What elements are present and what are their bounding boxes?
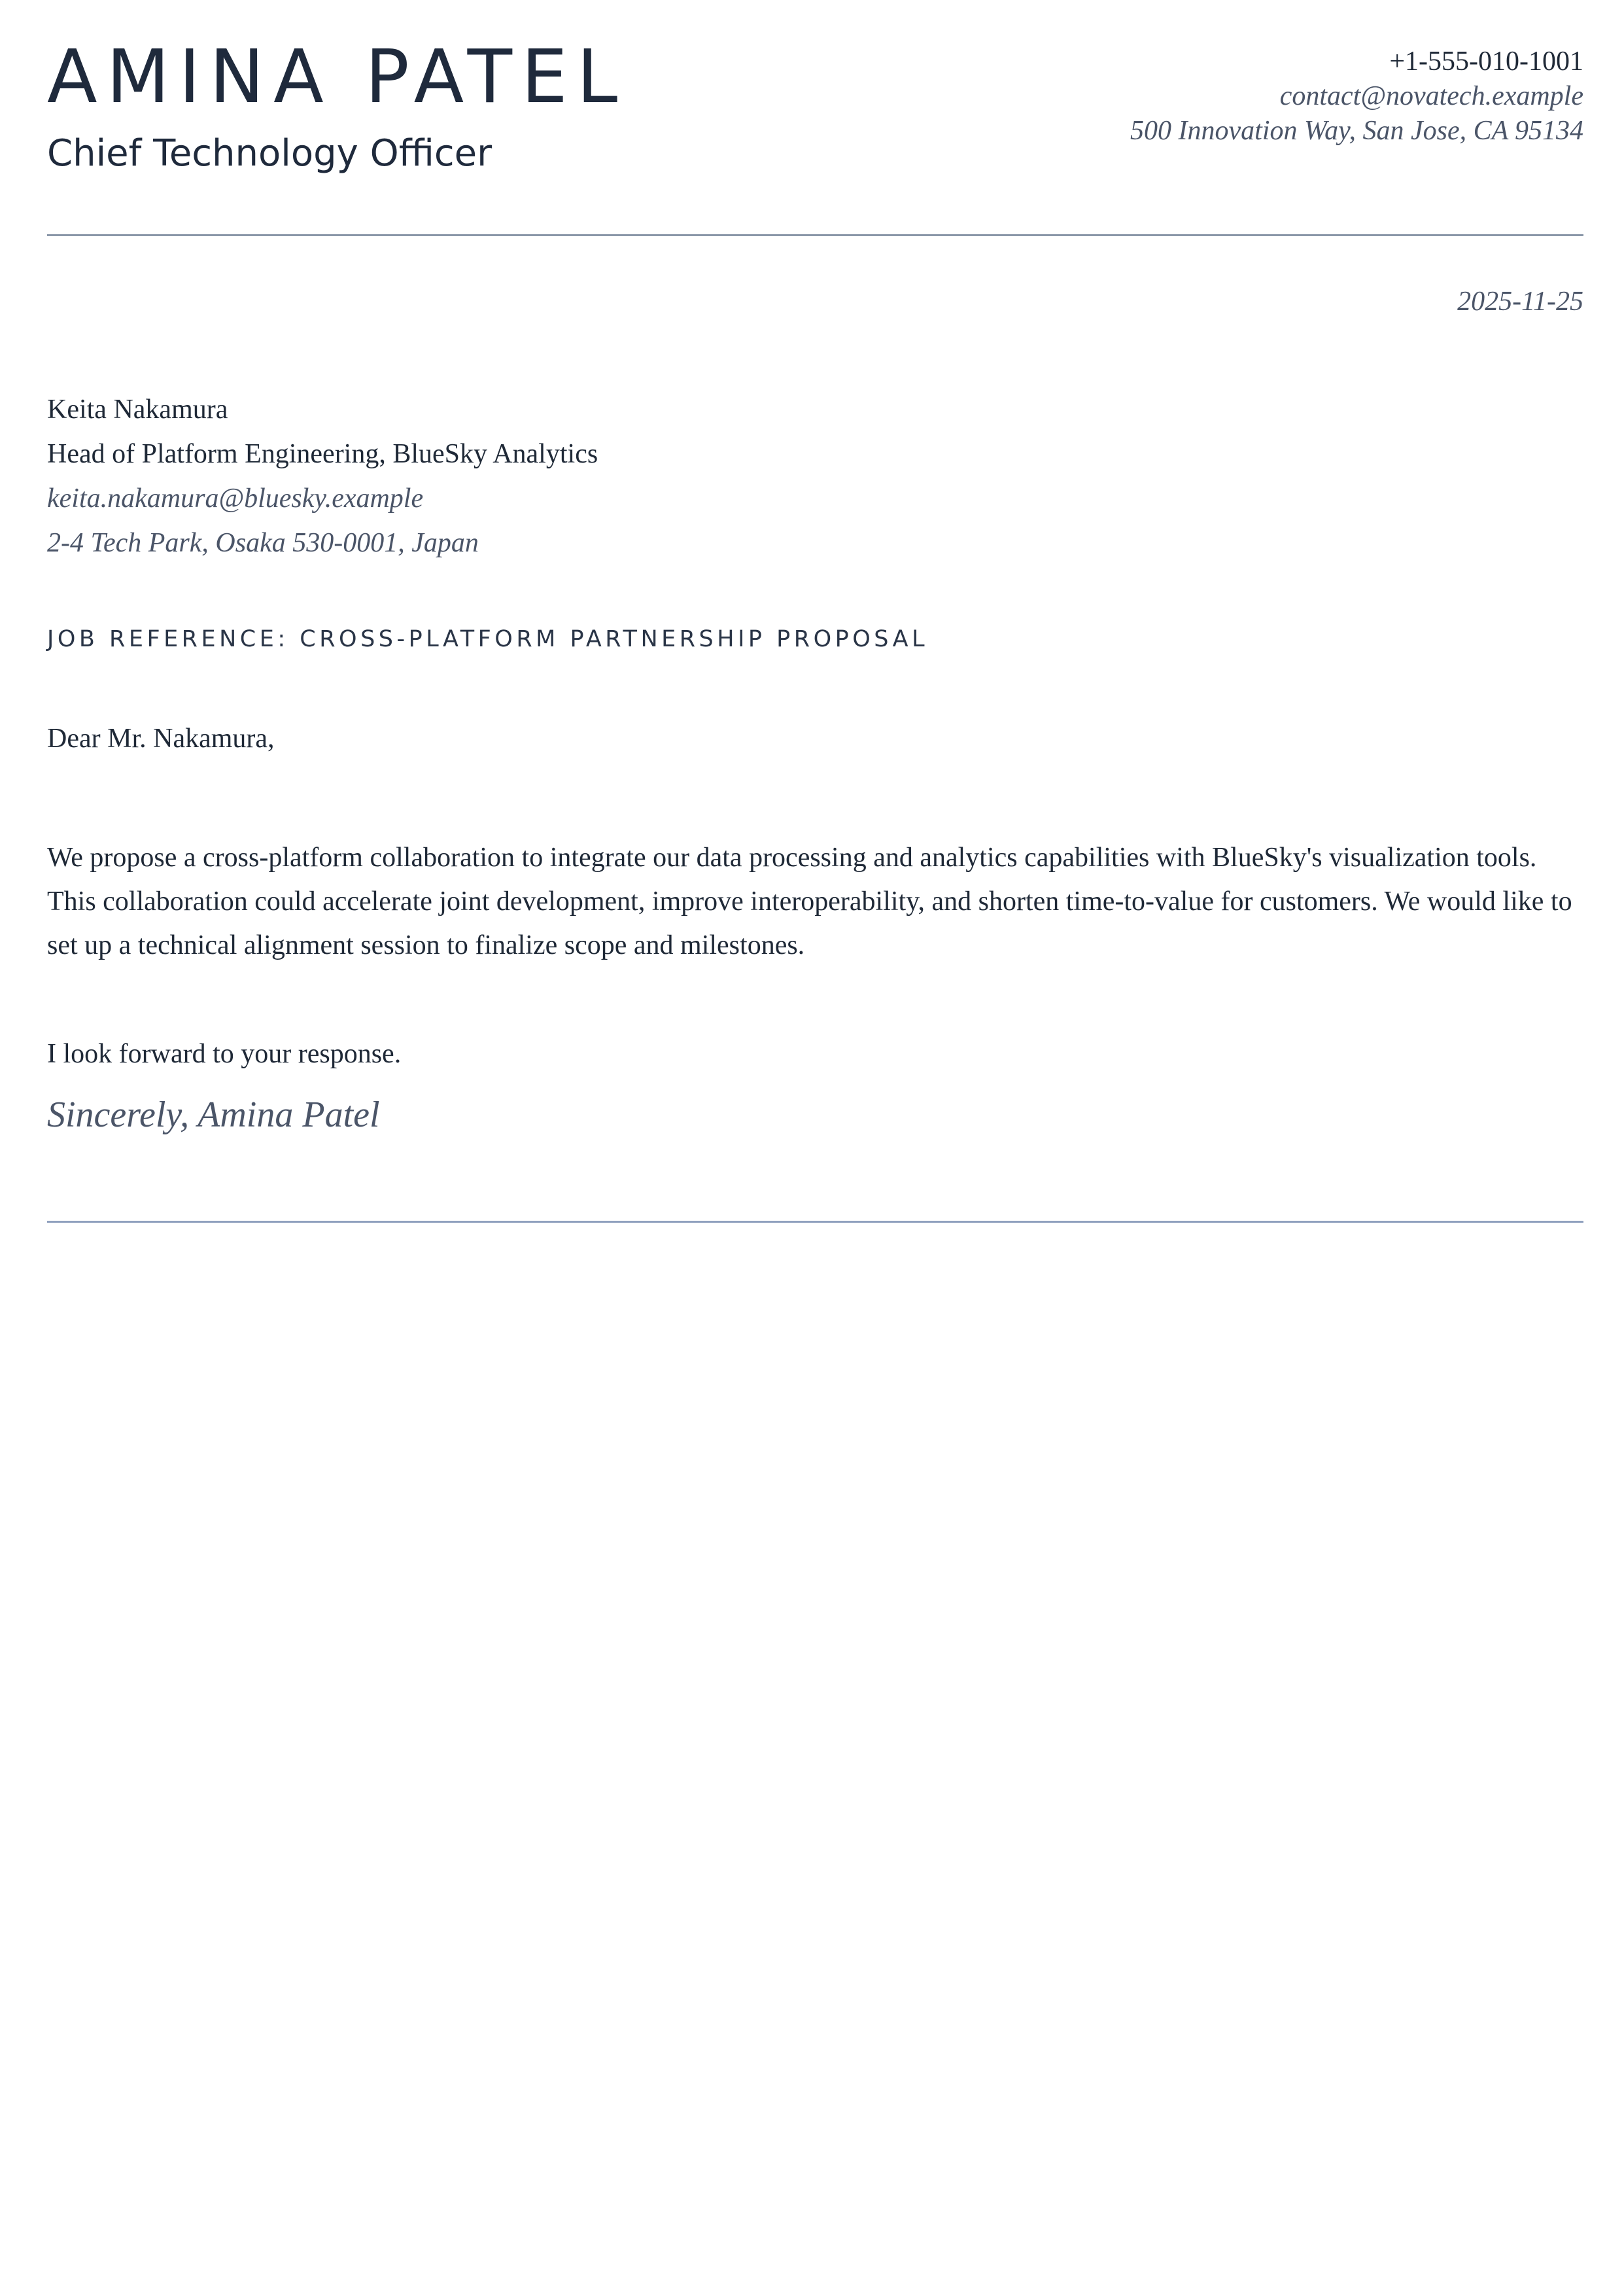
letter-page [47, 0, 1583, 2295]
sender-address: 500 Innovation Way, San Jose, CA 95134 [1130, 116, 1583, 146]
footer-divider [47, 1221, 1583, 1223]
recipient-title: Head of Platform Engineering, BlueSky Analytics [47, 439, 598, 469]
signature: Sincerely, Amina Patel [47, 1095, 380, 1135]
header-divider [47, 234, 1583, 236]
recipient-block [47, 387, 598, 565]
recipient-email: keita.nakamura@bluesky.example [47, 483, 424, 514]
recipient-name: Keita Nakamura [47, 394, 228, 425]
recipient-address: 2-4 Tech Park, Osaka 530-0001, Japan [47, 528, 479, 558]
sender-email: contact@novatech.example [1279, 81, 1583, 111]
sender-contact-block [1130, 44, 1583, 149]
letter-date: 2025-11-25 [1457, 287, 1583, 317]
closing-line: I look forward to your response. [47, 1039, 402, 1069]
sender-phone: +1-555-010-1001 [1389, 46, 1583, 77]
sender-name: AMINA PATEL [47, 35, 627, 120]
letterhead [47, 0, 1583, 216]
body-paragraph: We propose a cross-platform collaboration to integrate our data processing and analytics capabilities with BlueSky's visualization tools. This collaboration could accelerate joint development, improve interoperability, and shorten time-to-value for customers. We would like to set up a technical alignment session to finalize scope and milestones. [47, 843, 1572, 960]
sender-title: Chief Technology Officer [47, 132, 492, 175]
subject-line: JOB REFERENCE: CROSS-PLATFORM PARTNERSHIP PROPOSAL [47, 626, 929, 652]
salutation: Dear Mr. Nakamura, [47, 724, 275, 754]
